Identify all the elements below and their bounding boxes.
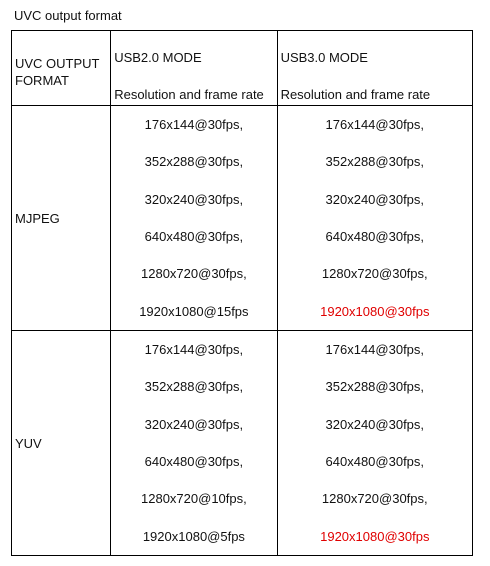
resolution-item: 1280x720@10fps,	[141, 491, 247, 507]
resolution-item: 176x144@30fps,	[144, 342, 244, 358]
resolution-item: 320x240@30fps,	[144, 416, 244, 432]
resolution-list	[278, 106, 472, 330]
usb2-mode-label: USB2.0 MODE	[114, 50, 202, 65]
table-row-mjpeg	[12, 106, 473, 331]
resolution-item: 1280x720@30fps,	[321, 266, 428, 282]
usb2-subheader: Resolution and frame rate	[114, 87, 264, 102]
resolution-item: 640x480@30fps,	[144, 454, 244, 469]
usb3-cell-mjpeg	[277, 106, 472, 331]
resolution-item: 1280x720@30fps,	[141, 266, 247, 282]
table-header-row	[12, 31, 473, 106]
usb3-subheader: Resolution and frame rate	[280, 87, 431, 102]
resolution-item: 352x288@30fps,	[144, 379, 244, 395]
resolution-list	[111, 331, 276, 555]
header-format-cell	[12, 31, 111, 106]
resolution-item: 1920x1080@30fps	[320, 528, 430, 544]
resolution-item: 1920x1080@5fps	[142, 528, 245, 544]
usb3-mode-label: USB3.0 MODE	[280, 50, 368, 65]
resolution-item: 640x480@30fps,	[325, 454, 425, 469]
resolution-list	[111, 106, 276, 330]
resolution-item: 320x240@30fps,	[144, 191, 244, 207]
resolution-item: 640x480@30fps,	[144, 229, 244, 244]
resolution-item: 1920x1080@30fps	[320, 303, 430, 319]
resolution-item: 320x240@30fps,	[325, 416, 425, 432]
resolution-item: 176x144@30fps,	[325, 117, 425, 133]
format-name-mjpeg: MJPEG	[12, 106, 111, 331]
resolution-item: 352x288@30fps,	[325, 379, 425, 395]
header-usb2-cell	[111, 31, 277, 106]
usb3-cell-yuv	[277, 331, 472, 556]
header-format-label: UVC OUTPUT FORMAT	[15, 56, 100, 88]
resolution-item: 1920x1080@15fps	[139, 303, 249, 319]
resolution-list	[278, 331, 472, 555]
resolution-item: 640x480@30fps,	[325, 229, 425, 244]
header-usb3-cell	[277, 31, 472, 106]
resolution-item: 176x144@30fps,	[144, 117, 244, 133]
resolution-item: 352x288@30fps,	[144, 154, 244, 170]
usb2-cell-yuv	[111, 331, 277, 556]
usb2-cell-mjpeg	[111, 106, 277, 331]
resolution-item: 352x288@30fps,	[325, 154, 425, 170]
resolution-item: 320x240@30fps,	[325, 191, 425, 207]
format-name-yuv: YUV	[12, 331, 111, 556]
resolution-item: 1280x720@30fps,	[321, 491, 428, 507]
table-row-yuv	[12, 331, 473, 556]
resolution-item: 176x144@30fps,	[325, 342, 425, 358]
uvc-format-table	[11, 30, 473, 556]
document-title: UVC output format	[14, 8, 122, 23]
